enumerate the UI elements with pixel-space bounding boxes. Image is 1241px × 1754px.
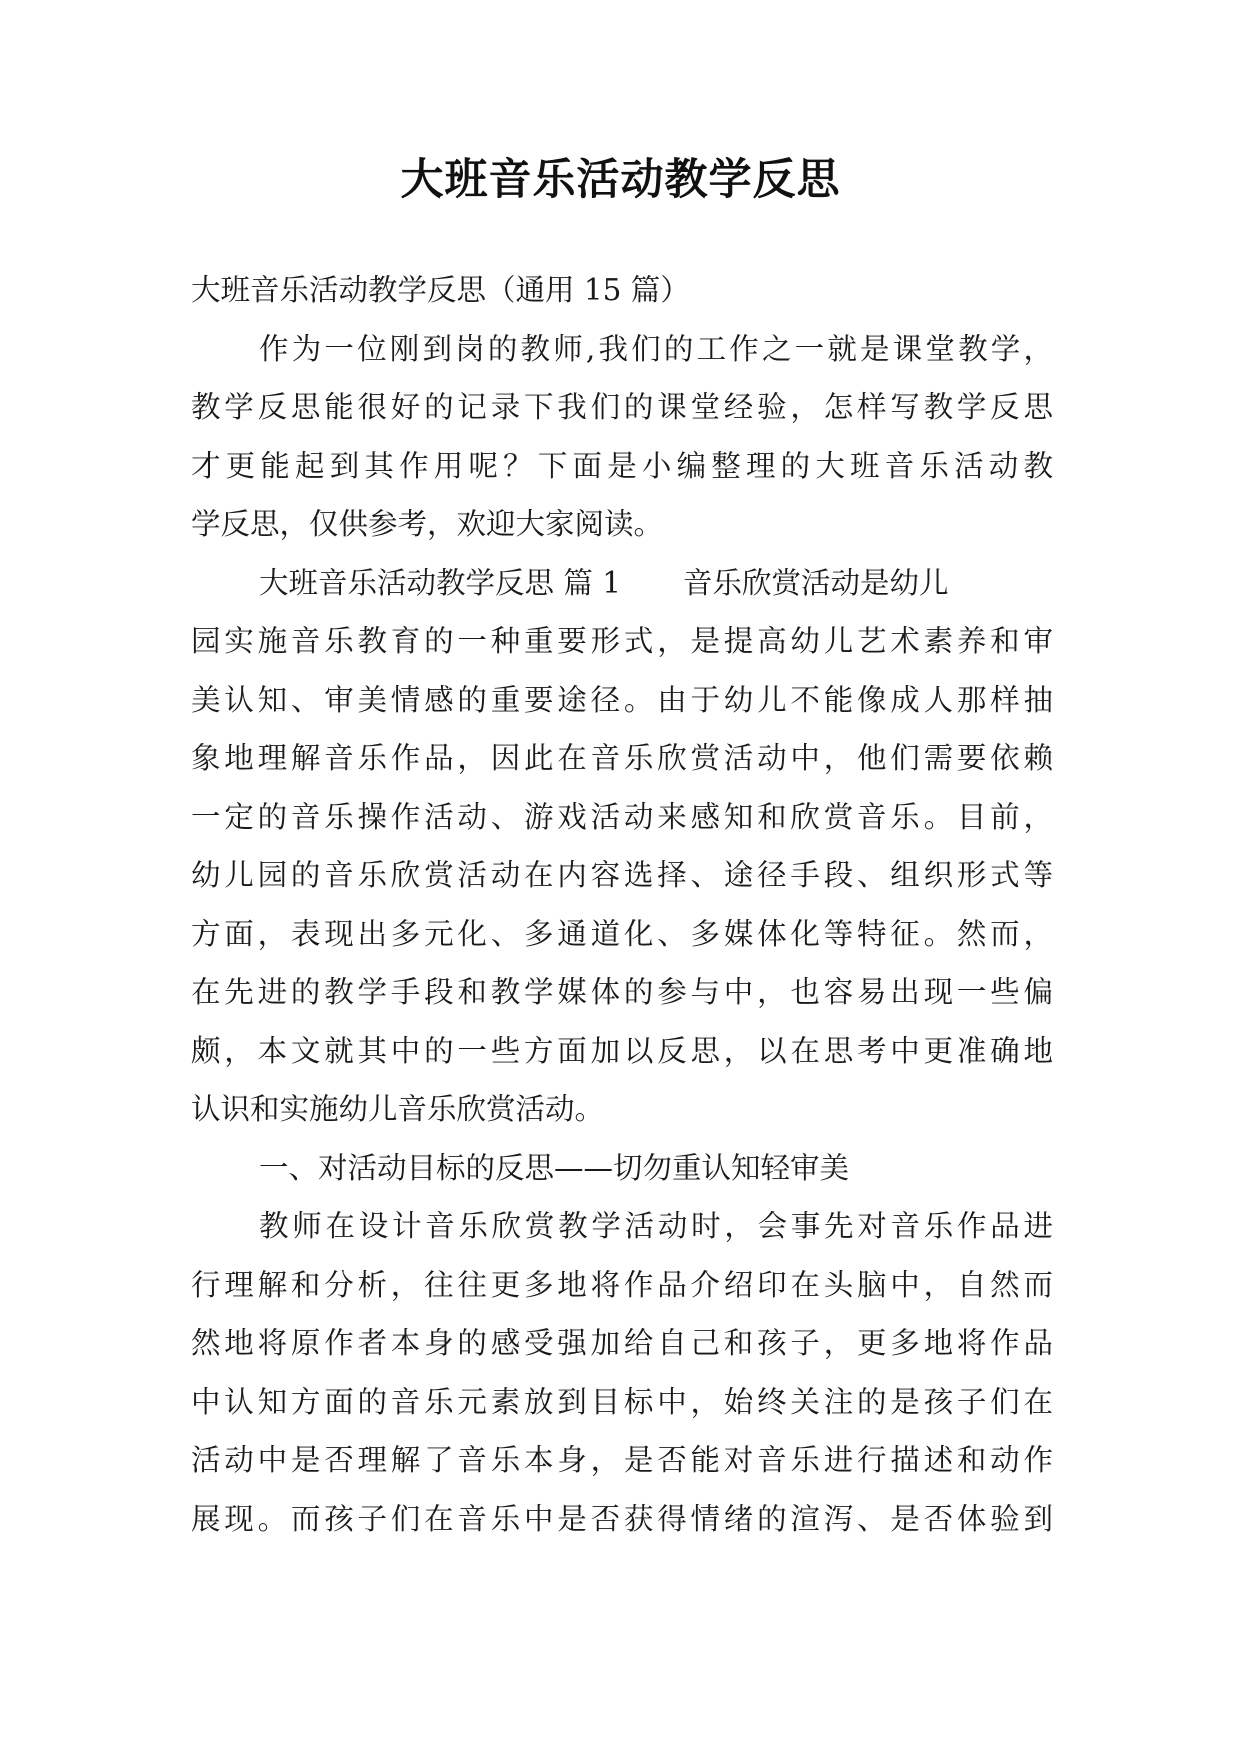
document-title: 大班音乐活动教学反思 [400,155,841,205]
section-heading: 一、对活动目标的反思——切勿重认知轻审美 [259,1150,850,1185]
section-line: 中认知方面的音乐元素放到目标中，始终关注的是孩子们在 [191,1384,1053,1419]
article-line: 方面，表现出多元化、多通道化、多媒体化等特征。然而， [191,916,1053,951]
section-line: 展现。而孩子们在音乐中是否获得情绪的渲泻、是否体验到 [191,1501,1053,1536]
article-line: 园实施音乐教育的一种重要形式，是提高幼儿艺术素养和审 [191,624,1053,658]
article-line: 象地理解音乐作品，因此在音乐欣赏活动中，他们需要依赖 [191,741,1053,775]
intro-line: 才更能起到其作用呢？下面是小编整理的大班音乐活动教 [191,448,1053,483]
article-line: 认识和实施幼儿音乐欣赏活动。 [191,1092,605,1126]
article-line: 在先进的教学手段和教学媒体的参与中，也容易出现一些偏 [191,975,1053,1009]
article-first-line-text: 音乐欣赏活动是幼儿 [683,565,949,600]
intro-line: 作为一位刚到岗的教师,我们的工作之一就是课堂教学， [259,331,1053,366]
article-line: 一定的音乐操作活动、游戏活动来感知和欣赏音乐。目前， [191,799,1053,834]
section-line: 活动中是否理解了音乐本身，是否能对音乐进行描述和动作 [191,1443,1053,1477]
article-line: 美认知、审美情感的重要途径。由于幼儿不能像成人那样抽 [191,682,1053,717]
article-line: 颇，本文就其中的一些方面加以反思，以在思考中更准确地 [191,1033,1053,1068]
article-line: 幼儿园的音乐欣赏活动在内容选择、途径手段、组织形式等 [191,858,1053,892]
section-line: 教师在设计音乐欣赏教学活动时，会事先对音乐作品进 [259,1209,1053,1243]
article-first-line [191,554,1053,613]
document-subtitle: 大班音乐活动教学反思（通用 15 篇） [191,273,690,307]
section-line: 行理解和分析，往往更多地将作品介绍印在头脑中，自然而 [191,1267,1053,1302]
intro-line: 学反思，仅供参考，欢迎大家阅读。 [191,507,664,541]
document-body [191,261,1053,1548]
section-line: 然地将原作者本身的感受强加给自己和孩子，更多地将作品 [191,1326,1053,1360]
intro-line: 教学反思能很好的记录下我们的课堂经验，怎样写教学反思 [191,390,1053,424]
article-heading: 大班音乐活动教学反思 篇 1 [259,565,622,600]
